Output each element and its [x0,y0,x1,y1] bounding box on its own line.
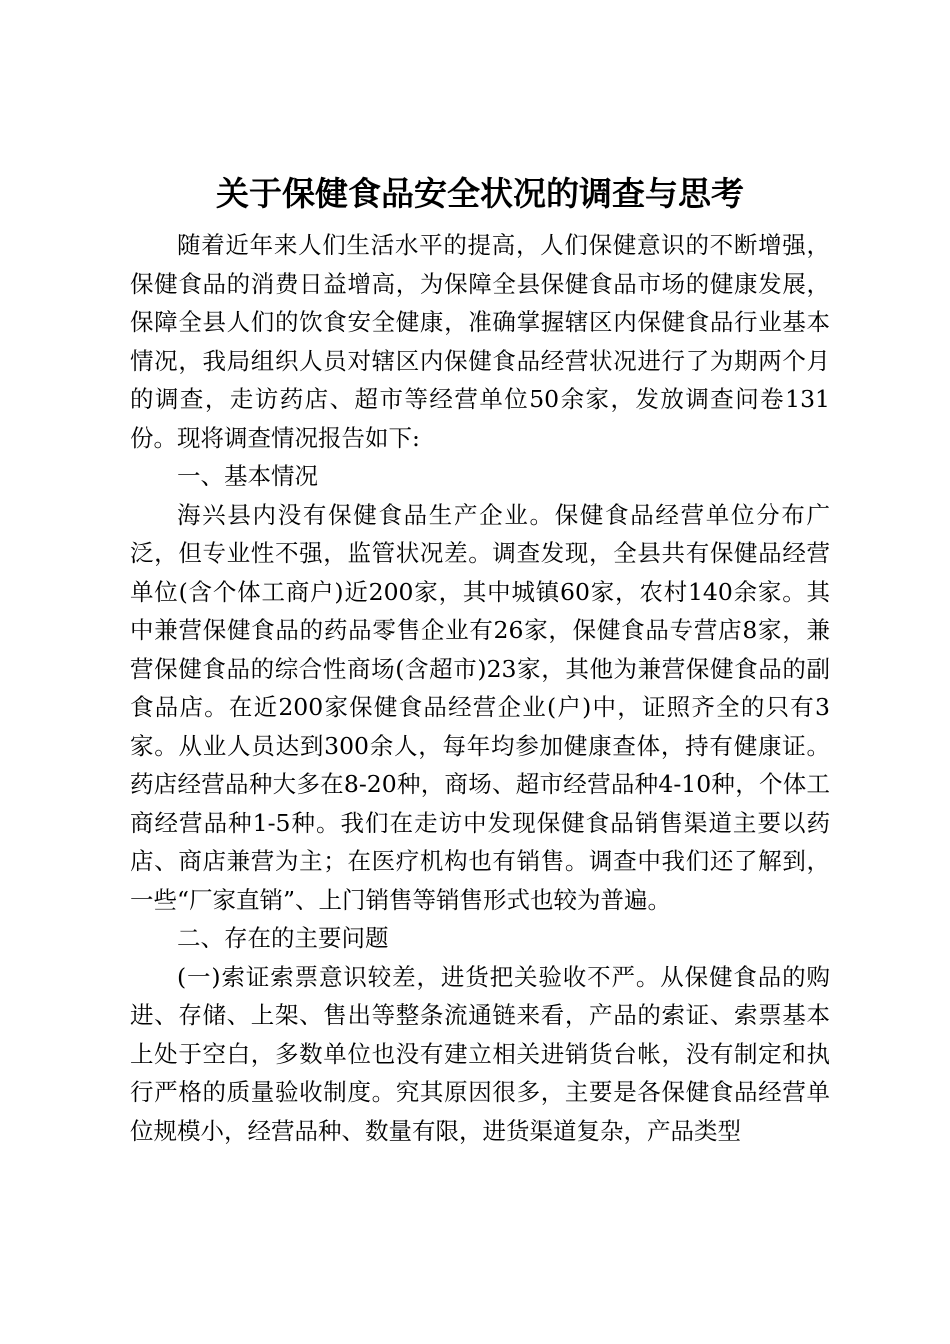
section-heading-basic-situation: 一、基本情况 [177,462,318,490]
section-heading-main-problems: 二、存在的主要问题 [177,924,389,952]
paragraph-intro: 随着近年来人们生活水平的提高，人们保健意识的不断增强，保健食品的消费日益增高，为保障全县保健食品市场的健康发展，保障全县人们的饮食安全健康，准确掌握辖区内保健食品行业基本情况，我局组织人员对辖区内保健食品经营状况进行了为期两个月的调查，走访药店、超市等经营单位50余家，发放调查问卷131份。现将调查情况报告如下: [130,231,830,452]
document-title: 关于保健食品安全状况的调查与思考 [216,174,744,213]
paragraph-basic-situation: 海兴县内没有保健食品生产企业。保健食品经营单位分布广泛，但专业性不强，监管状况差。调查发现，全县共有保健品经营单位(含个体工商户)近200家，其中城镇60家，农村140余家。其中兼营保健食品的药品零售企业有26家，保健食品专营店8家，兼营保健食品的综合性商场(含超市)23家，其他为兼营保健食品的副食品店。在近200家保健食品经营企业(户)中，证照齐全的只有3家。从业人员达到300余人，每年均参加健康查体，持有健康证。药店经营品种大多在8-20种，商场、超市经营品种4-10种，个体工商经营品种1-5种。我们在走访中发现保健食品销售渠道主要以药店、商店兼营为主；在医疗机构也有销售。调查中我们还了解到，一些“厂家直销”、上门销售等销售形式也较为普遍。 [130,500,830,914]
document-body [130,226,830,1150]
paragraph-problem-one: (一)索证索票意识较差，进货把关验收不严。从保健食品的购进、存储、上架、售出等整条流通链来看，产品的索证、索票基本上处于空白，多数单位也没有建立相关进销货台帐，没有制定和执行严格的质量验收制度。究其原因很多，主要是各保健食品经营单位规模小，经营品种、数量有限，进货渠道复杂，产品类型 [130,962,830,1145]
